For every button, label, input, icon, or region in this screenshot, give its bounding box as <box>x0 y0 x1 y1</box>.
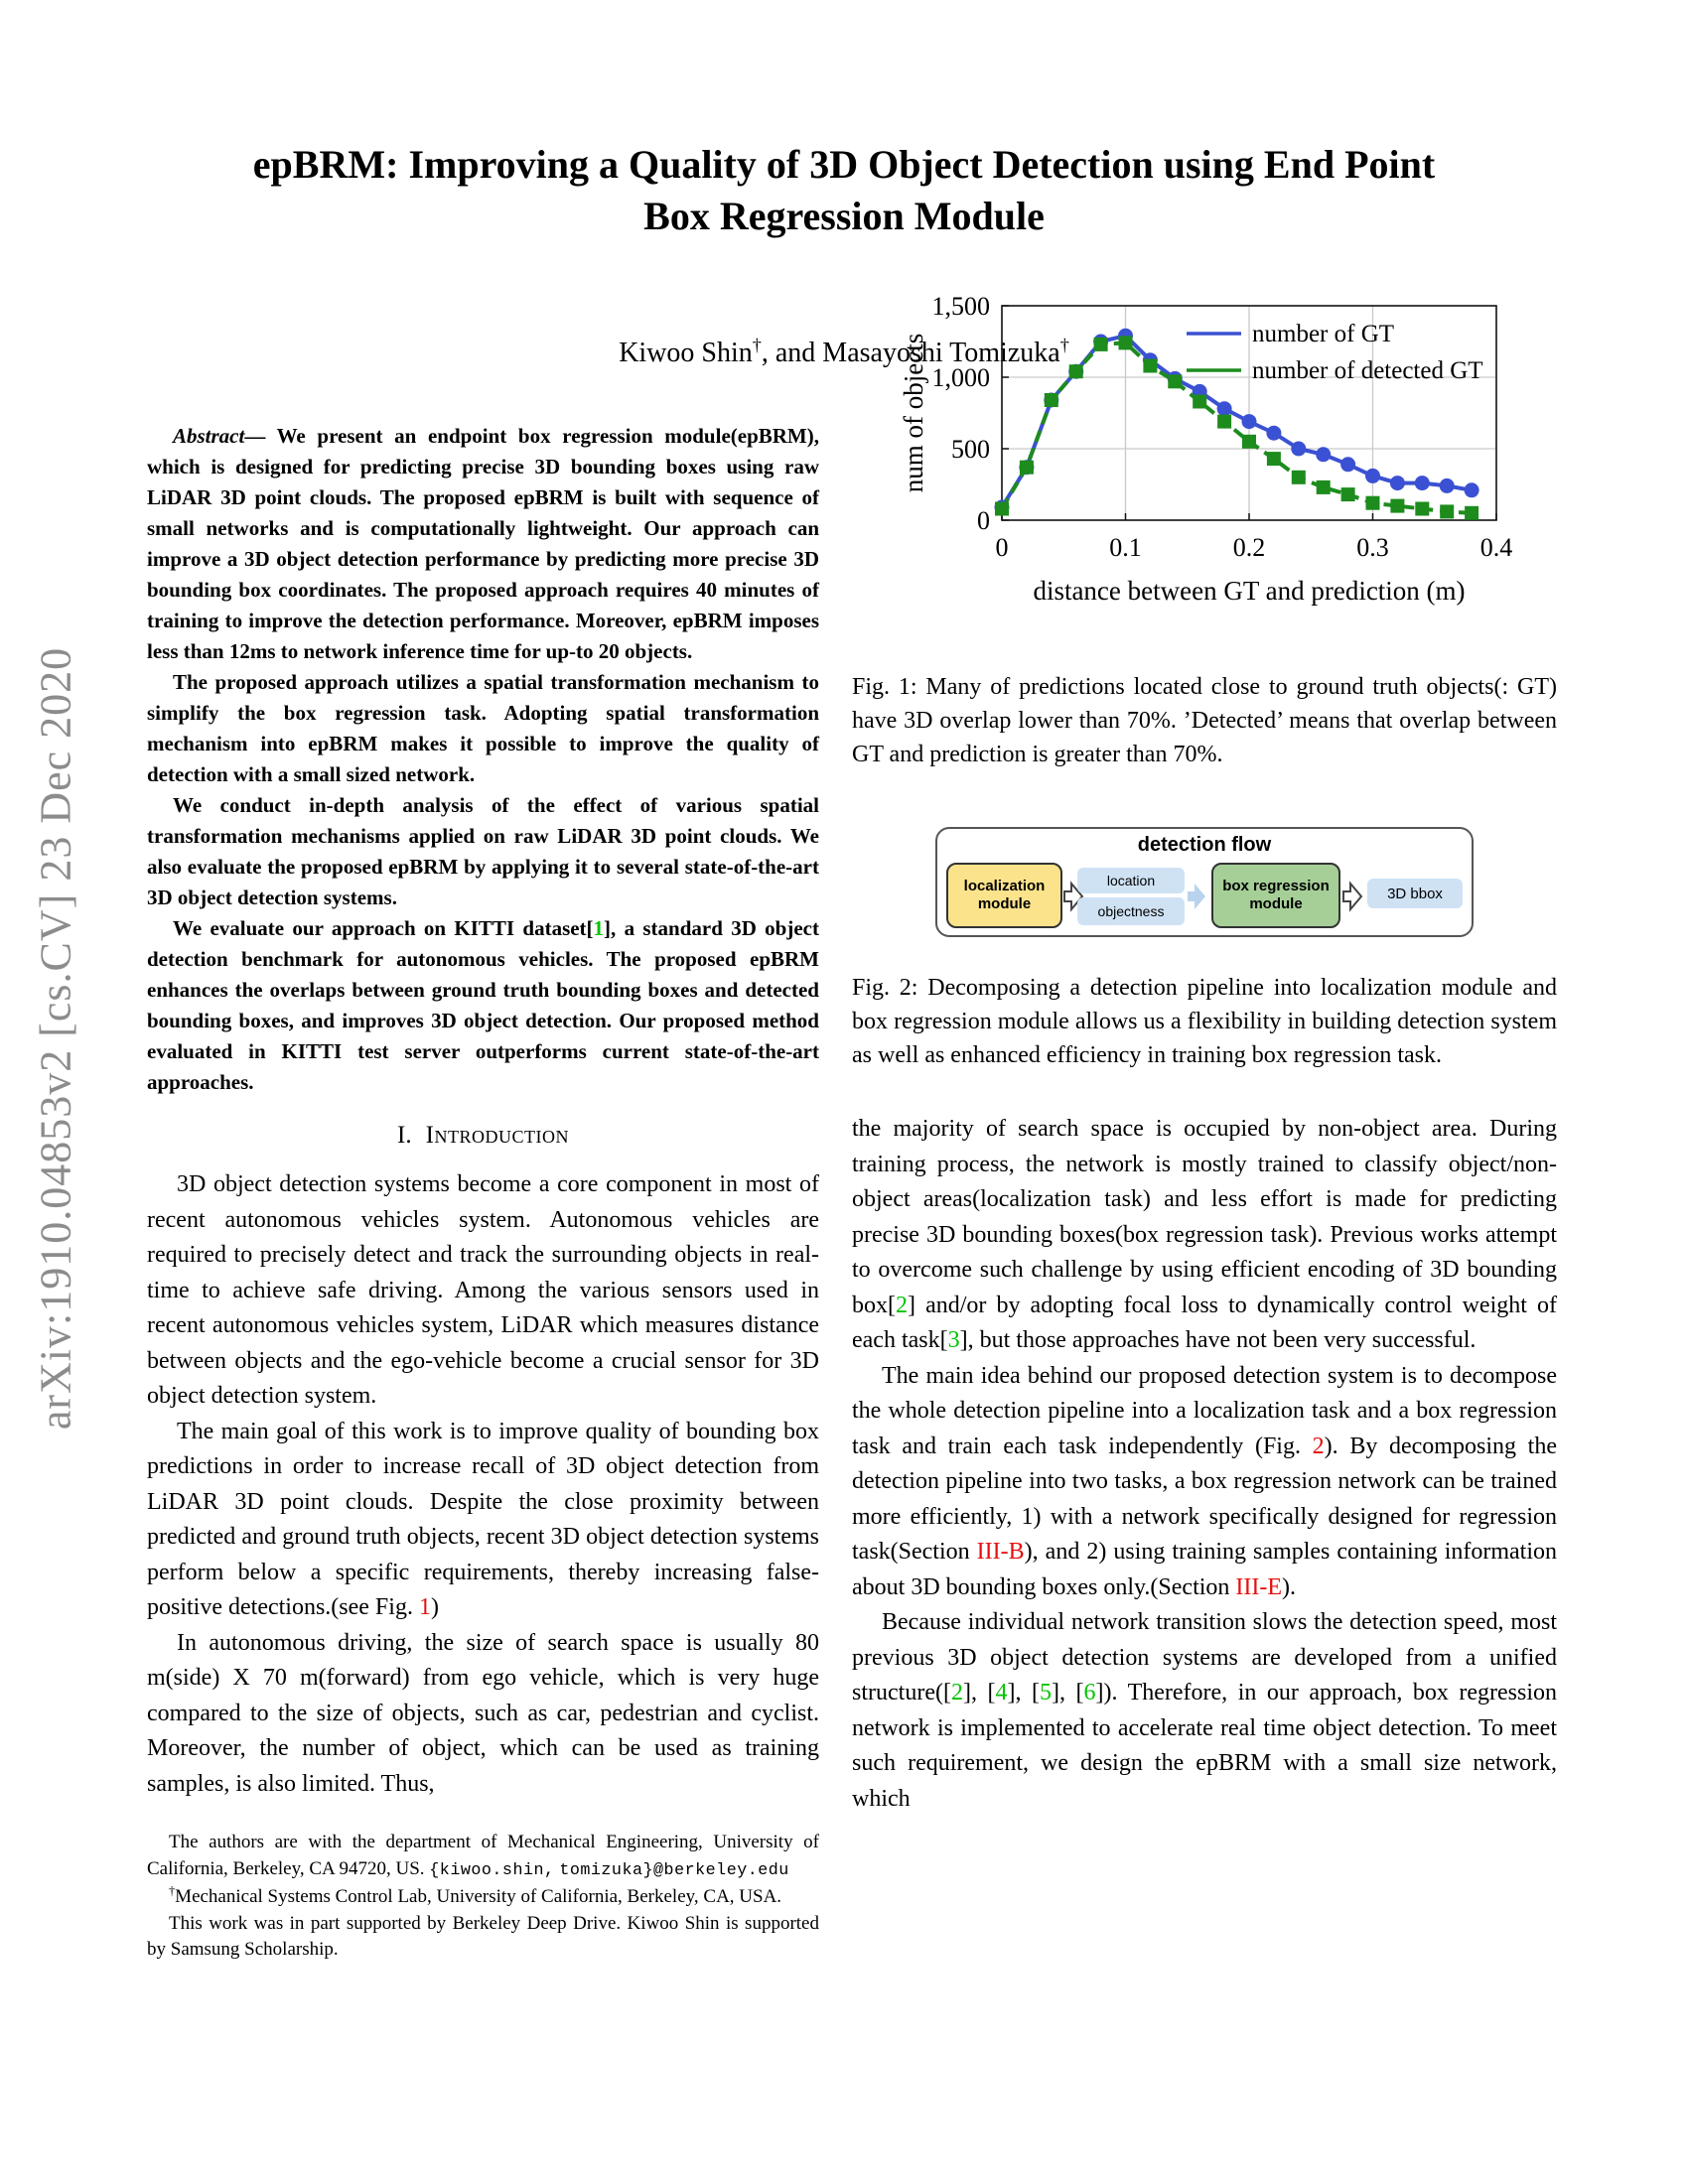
svg-text:0.4: 0.4 <box>1479 533 1512 562</box>
box-regression-module-box: box regression module <box>1211 863 1340 928</box>
right-column-text <box>852 1112 1557 1817</box>
svg-text:distance between GT and predic: distance between GT and prediction (m) <box>1033 576 1466 606</box>
paragraph <box>852 1359 1557 1606</box>
text-segment: ) <box>430 1594 439 1620</box>
text-segment: 3D object detection systems become a core component in most of recent autonomous vehicles system. Autonomous vehicles are required to precisely detect and track the surrounding objects in real-time to achieve safe driving. Among the various sensors used in recent autonomous vehicles system, LiDAR which measures distance between objects and the ego-vehicle become a crucial sensor for 3D object detection system. <box>147 1171 819 1409</box>
3d-bbox-box: 3D bbox <box>1367 879 1463 908</box>
paragraph <box>147 1415 819 1626</box>
text-segment: This work was in part supported by Berkeley Deep Drive. Kiwoo Shin is supported by Samsung Scholarship. <box>147 1912 819 1960</box>
citation-link[interactable]: 4 <box>995 1680 1008 1706</box>
fig1-chart-svg <box>897 296 1512 631</box>
paper-title <box>129 139 1559 242</box>
paragraph <box>147 790 819 913</box>
text-segment: , and Masayoshi Tomizuka <box>761 338 1060 368</box>
abstract <box>147 421 819 1098</box>
arxiv-watermark: arXiv:1910.04853v2 [cs.CV] 23 Dec 2020 <box>31 646 80 1431</box>
svg-text:number of detected GT: number of detected GT <box>1252 357 1483 384</box>
hollow-arrow-icon <box>1341 879 1363 914</box>
text-segment: † <box>752 335 762 355</box>
text-segment: Kiwoo Shin <box>619 338 753 368</box>
introduction-text <box>147 1167 819 1802</box>
text-segment: ). <box>1282 1573 1297 1600</box>
filled-arrow-icon <box>1186 879 1207 914</box>
text-segment: ), and 2) using training samples containing information about 3D bounding boxes only.(Section <box>852 1539 1558 1600</box>
text-segment: The authors are with the department of Mechanical Engineering, University of California, Berkeley, CA 94720, US. <box>147 1832 819 1879</box>
paragraph <box>147 1911 819 1964</box>
fig1-caption <box>852 670 1557 771</box>
text-segment: † <box>1059 335 1069 355</box>
location-box: location <box>1077 868 1185 893</box>
title-line-1: epBRM: Improving a Quality of 3D Object Detection using End Point <box>252 142 1436 187</box>
text-segment: {kiwoo.shin, <box>429 1860 555 1880</box>
fig2-caption <box>852 971 1557 1072</box>
svg-text:0.3: 0.3 <box>1356 533 1389 562</box>
citation-link[interactable]: 5 <box>1039 1680 1052 1706</box>
text-segment: In autonomous driving, the size of search space is usually 80 m(side) X 70 m(forward) from ego vehicle, which is very huge compared to the size of objects, such as car, pedestrian and cyclist. Moreover, the number of object, which can be used as training samples, is also limited. Thus, <box>147 1629 819 1797</box>
svg-text:num of objects: num of objects <box>899 333 928 493</box>
svg-text:0.2: 0.2 <box>1232 533 1266 562</box>
section-title: Introduction <box>425 1122 569 1149</box>
text-segment: ]). Therefore, in our approach, box regression network is implemented to accelerate real time object detection. To meet such requirement, we design the epBRM with a small size network, which <box>852 1680 1558 1812</box>
svg-text:0.1: 0.1 <box>1109 533 1142 562</box>
text-segment: ], but those approaches have not been very successful. <box>959 1327 1477 1353</box>
paragraph <box>147 1830 819 1884</box>
localization-module-box: localization module <box>946 863 1062 928</box>
right-column <box>852 296 1557 1817</box>
text-segment: the majority of search space is occupied by non-object area. During training process, the network is mostly trained to classify object/non-object areas(localization task) and less effort is made for predicting precise 3D bounding boxes(box regression task). Previous works attempt to overcome such challenge by using efficient encoding of 3D bounding box[ <box>852 1116 1557 1318</box>
text-segment: The main idea behind our proposed detection system is to decompose the whole detection pipeline into a localization task and a box regression task and train each task independently (Fig. <box>852 1362 1557 1459</box>
text-segment: Mechanical Systems Control Lab, University of California, Berkeley, CA, USA. <box>175 1886 782 1907</box>
text-segment: We conduct in-depth analysis of the effect of various spatial transformation mechanisms applied on raw LiDAR 3D point clouds. We also evaluate the proposed epBRM by applying it to several state-of-the-art 3D object detection systems. <box>147 793 819 909</box>
svg-text:number of GT: number of GT <box>1252 321 1395 347</box>
section-ref-link[interactable]: III-E <box>1235 1573 1283 1600</box>
paragraph <box>852 1605 1557 1817</box>
section-number: I. <box>397 1122 412 1149</box>
section-ref-link[interactable]: 1 <box>418 1594 431 1620</box>
citation-link[interactable]: 6 <box>1083 1680 1096 1706</box>
paragraph <box>147 421 819 667</box>
text-segment: ], a standard 3D object detection benchmark for autonomous vehicles. The proposed epBRM enhances the overlaps between ground truth bounding boxes and detected bounding boxes, and improves 3D object detection. Our proposed method evaluated in KITTI test server outperforms current state-of-the-art approaches. <box>147 916 819 1094</box>
svg-text:1,000: 1,000 <box>931 363 990 392</box>
text-segment: The proposed approach utilizes a spatial transformation mechanism to simplify the box regression task. Adopting spatial transformation mechanism into epBRM makes it possible to improve the quality of detection with a small sized network. <box>147 670 819 786</box>
citation-link[interactable]: 2 <box>896 1292 908 1318</box>
text-segment: The main goal of this work is to improve quality of bounding box predictions in order to increase recall of 3D object detection from LiDAR 3D point clouds. Despite the close proximity between predicted and ground truth objects, recent 3D object detection systems perform below a specific requirements, thereby increasing false-positive detections.(see Fig. <box>147 1418 819 1620</box>
citation-link[interactable]: 1 <box>593 916 605 940</box>
svg-text:0: 0 <box>977 506 990 535</box>
citation-link[interactable]: 3 <box>947 1327 960 1353</box>
text-segment: ], [ <box>962 1680 996 1706</box>
text-segment: ] and/or by adopting focal loss to dynamically control weight of each task[ <box>852 1292 1557 1353</box>
text-segment: tomizuka}@berkeley.edu <box>559 1860 789 1880</box>
fig1-line-chart <box>897 296 1512 636</box>
svg-text:1,500: 1,500 <box>931 296 990 321</box>
svg-text:0: 0 <box>995 533 1009 562</box>
text-segment: ). By decomposing the detection pipeline into two tasks, a box regression network can be trained more efficiently, 1) with a network specifically designed for regression task(Section <box>852 1433 1557 1565</box>
fig2-title: detection flow <box>1137 834 1272 856</box>
figure-2 <box>852 827 1557 1072</box>
title-line-2: Box Regression Module <box>643 194 1045 238</box>
paragraph <box>147 1884 819 1911</box>
section-ref-link[interactable]: 2 <box>1312 1433 1325 1459</box>
text-segment: Because individual network transition slows the detection speed, most previous 3D object detection systems are developed from a unified structure([ <box>852 1609 1557 1706</box>
fig2-detection-flow-diagram <box>935 827 1474 937</box>
text-segment: ], [ <box>1051 1680 1084 1706</box>
paragraph <box>147 667 819 790</box>
text-segment: Abstract <box>173 424 245 448</box>
paragraph <box>147 1626 819 1803</box>
section-heading-introduction <box>147 1122 819 1150</box>
text-segment: Fig. 1: Many of predictions located close to ground truth objects(: GT) have 3D overlap lower than 70%. ’Detected’ means that overlap between GT and prediction is greater than 70%. <box>852 674 1557 767</box>
svg-text:500: 500 <box>951 435 990 464</box>
paragraph <box>147 1167 819 1415</box>
citation-link[interactable]: 2 <box>950 1680 963 1706</box>
left-column <box>147 421 819 1964</box>
text-segment: We evaluate our approach on KITTI dataset[ <box>173 916 594 940</box>
text-segment: ], [ <box>1007 1680 1040 1706</box>
text-segment: Fig. 2: Decomposing a detection pipeline into localization module and box regression module allows us a flexibility in building detection system as well as enhanced efficiency in training box regression task. <box>852 975 1557 1068</box>
text-segment: — We present an endpoint box regression module(epBRM), which is designed for predicting precise 3D bounding boxes using raw LiDAR 3D point clouds. The proposed epBRM is built with sequence of small networks and is computationally lightweight. Our approach can improve a 3D object detection performance by predicting more precise 3D bounding box coordinates. The proposed approach requires 40 minutes of training to improve the detection performance. Moreover, epBRM imposes less than 12ms to network inference time for up-to 20 objects. <box>147 424 819 663</box>
figure-1 <box>852 296 1557 771</box>
section-ref-link[interactable]: III-B <box>976 1539 1025 1565</box>
text-segment: † <box>169 1883 176 1898</box>
paragraph <box>147 913 819 1098</box>
objectness-box: objectness <box>1077 897 1185 925</box>
footnotes <box>147 1830 819 1964</box>
paragraph <box>852 1112 1557 1359</box>
